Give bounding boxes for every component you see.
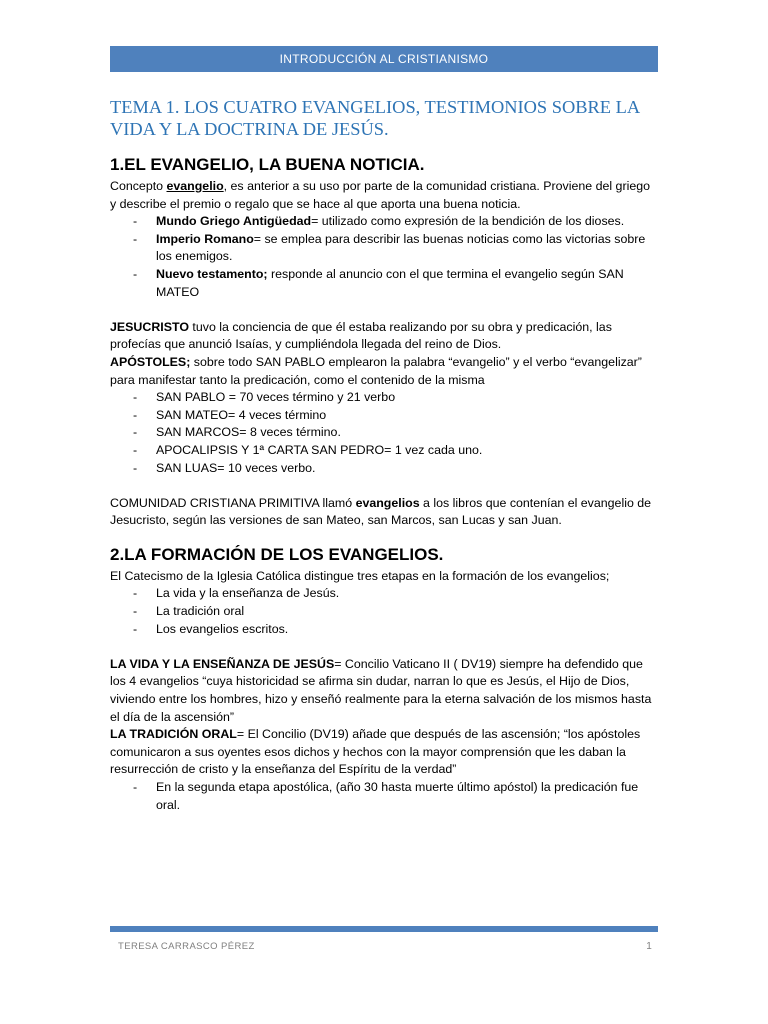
page-number: 1	[646, 941, 652, 952]
list-item: - Nuevo testamento; responde al anuncio con el que termina el evangelio según SAN MATEO	[110, 266, 658, 301]
running-header	[110, 46, 658, 72]
apostoles-paragraph: APÓSTOLES; sobre todo SAN PABLO emplearon la palabra “evangelio” y el verbo “evangelizar” para manifestar tanto la predicación, como el contenido de la misma	[110, 354, 642, 387]
list-item: - Imperio Romano= se emplea para describir las buenas noticias como las victorias sobre los enemigos.	[110, 231, 658, 266]
formation-stages-list	[110, 585, 658, 638]
list-item: - Los evangelios escritos.	[110, 621, 658, 639]
list-item: - SAN MATEO= 4 veces término	[110, 407, 658, 425]
spacer	[110, 638, 658, 656]
tradicion-paragraph: LA TRADICIÓN ORAL= El Concilio (DV19) añade que después de las ascensión; “los apóstoles comunicaron a sus oyentes esos dichos y hechos con la mayor comprensión que les daban la resurrección de cristo y la enseñanza del Espíritu de la verdad”	[110, 727, 641, 777]
section-2-heading: 2.LA FORMACIÓN DE LOS EVANGELIOS.	[110, 544, 444, 564]
list-item: - APOCALIPSIS Y 1ª CARTA SAN PEDRO= 1 vez cada uno.	[110, 442, 658, 460]
comunidad-paragraph: COMUNIDAD CRISTIANA PRIMITIVA llamó evangelios a los libros que contenían el evangelio de Jesucristo, según las versiones de san Mateo, san Marcos, san Lucas y san Juan.	[110, 495, 652, 528]
usage-count-list	[110, 389, 658, 477]
list-item: - SAN PABLO = 70 veces término y 21 verbo	[110, 389, 658, 407]
footer-author: TERESA CARRASCO PÉREZ	[118, 941, 255, 952]
header-title: INTRODUCCIÓN AL CRISTIANISMO	[279, 52, 489, 66]
list-item: - Mundo Griego Antigüedad= utilizado como expresión de la bendición de los dioses.	[110, 213, 658, 231]
list-item: - La tradición oral	[110, 603, 658, 621]
term-evangelio: evangelio	[166, 179, 224, 193]
section-1-heading: 1.EL EVANGELIO, LA BUENA NOTICIA.	[110, 155, 425, 174]
section-2-intro: El Catecismo de la Iglesia Católica distingue tres etapas en la formación de los evangelios;	[110, 568, 610, 583]
list-item: - SAN MARCOS= 8 veces término.	[110, 424, 658, 442]
section-1-intro: Concepto evangelio, es anterior a su uso por parte de la comunidad cristiana. Proviene del griego y describe el premio o regalo que se hace al que aporta una buena noticia.	[110, 179, 651, 211]
spacer	[110, 477, 658, 495]
jesucristo-paragraph: JESUCRISTO tuvo la conciencia de que él estaba realizando por su obra y predicación, las profecías que anunció Isaías, y cumpliéndola llegada del reino de Dios.	[110, 319, 612, 352]
topic-title: TEMA 1. LOS CUATRO EVANGELIOS, TESTIMONIOS SOBRE LA VIDA Y LA DOCTRINA DE JESÚS.	[110, 97, 640, 139]
footer-rule	[110, 926, 658, 932]
spacer	[110, 301, 658, 319]
list-item: - SAN LUAS= 10 veces verbo.	[110, 460, 658, 478]
document-body	[110, 96, 658, 814]
list-item: - La vida y la enseñanza de Jesús.	[110, 585, 658, 603]
evangelio-usage-list	[110, 213, 658, 301]
oral-tradition-list	[110, 779, 658, 814]
list-item: - En la segunda etapa apostólica, (año 30 hasta muerte último apóstol) la predicación fue oral.	[110, 779, 658, 814]
vida-paragraph: LA VIDA Y LA ENSEÑANZA DE JESÚS= Concilio Vaticano II ( DV19) siempre ha defendido que los 4 evangelios “cuya historicidad se afirma sin dudar, narran lo que es Jesús, el Hijo de Dios, viviendo entre los hombres, hizo y enseñó realmente para la eterna salvación de los mismos hasta el día de la ascensión”	[110, 656, 652, 724]
